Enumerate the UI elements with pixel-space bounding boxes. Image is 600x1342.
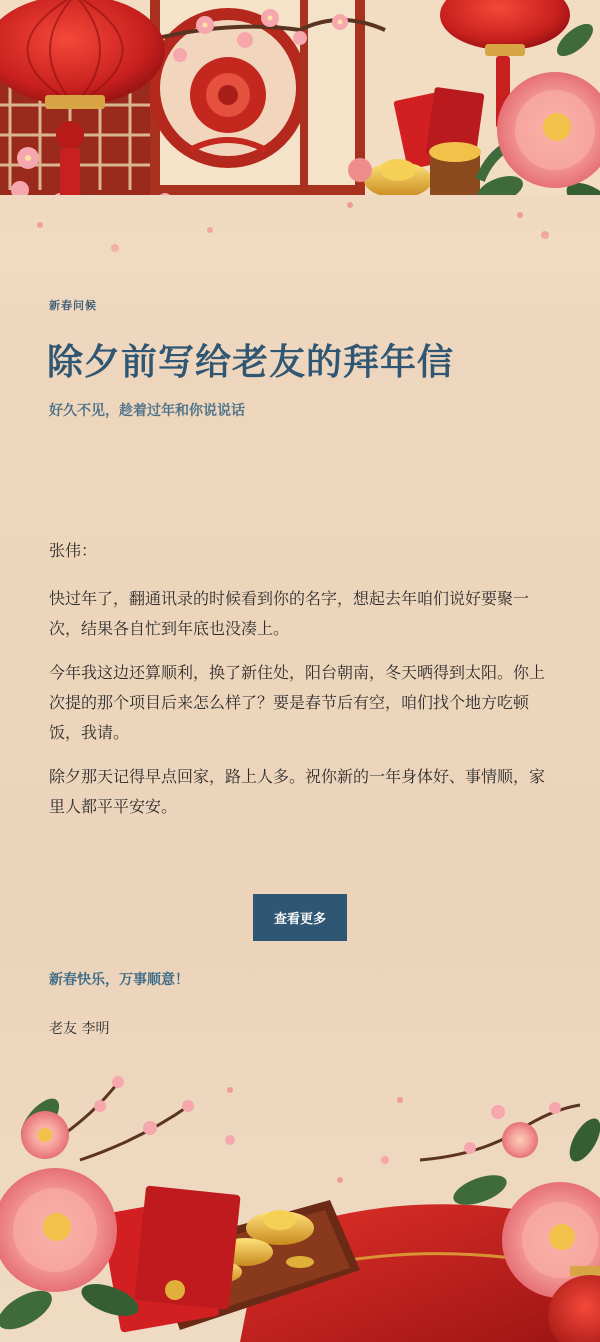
- view-more-button[interactable]: 查看更多: [253, 894, 347, 941]
- signature: 老友 李明: [49, 1021, 110, 1037]
- header-illustration: [0, 0, 600, 300]
- festive-wish: 新春快乐，万事顺意！: [49, 972, 189, 988]
- page-title: 除夕前写给老友的拜年信: [47, 342, 455, 383]
- page-subtitle: 好久不见，趁着过年和你说说话: [49, 403, 245, 419]
- letter-paragraph: 除夕那天记得早点回家，路上人多。祝你新的一年身体好、事情顺，家里人都平平安安。: [49, 767, 546, 816]
- letter-paragraph: 快过年了，翻通讯录的时候看到你的名字，想起去年咱们说好要聚一次，结果各自忙到年底也没凑上。: [49, 589, 530, 638]
- letter-salutation: 张伟：: [49, 541, 98, 560]
- paper-cut-window-icon: [148, 0, 365, 195]
- footer-illustration: [0, 1040, 600, 1342]
- plum-blossom-icon: [40, 1076, 580, 1164]
- letter-paragraph: 今年我这边还算顺利，换了新住处，阳台朝南，冬天晒得到太阳。你上次提的那个项目后来怎么样了？要是春节后有空，咱们找个地方吃顿饭，我请。: [49, 663, 546, 742]
- letter-body: [49, 536, 554, 836]
- eyebrow-label: 新春问候: [49, 299, 97, 312]
